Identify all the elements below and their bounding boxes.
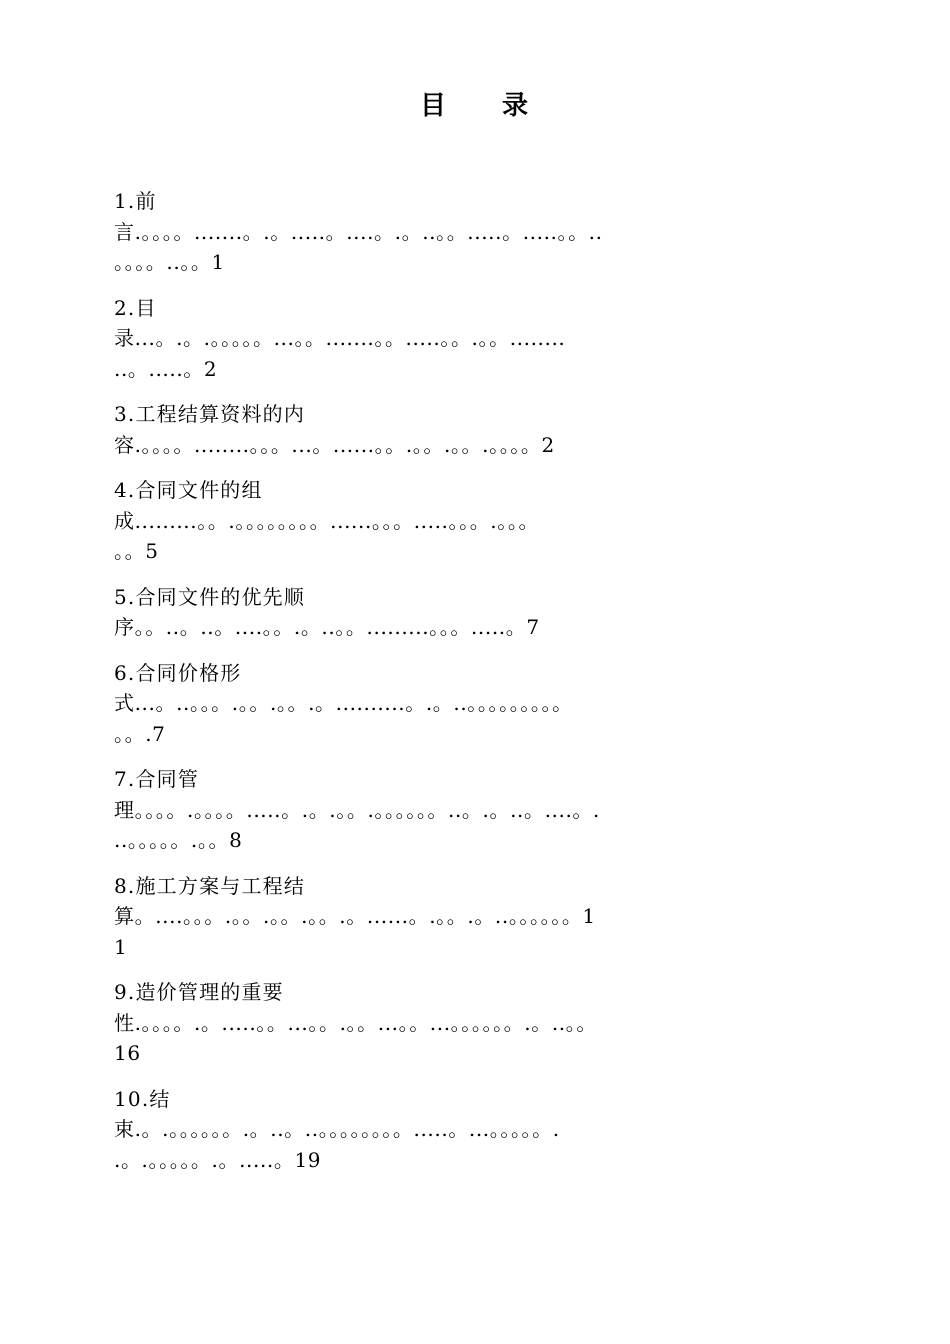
toc-entry-label: 7.合同管 [114, 767, 200, 791]
toc-entry [114, 293, 854, 385]
toc-entry-label: 6.合同价格形 [114, 660, 242, 685]
toc-entry [114, 399, 854, 460]
toc-entry-leader: 录...。.。.。。。。。...。。.......。。.....。。.。。........ [114, 326, 566, 350]
toc-entry-label: 8.施工方案与工程结 [114, 873, 306, 898]
toc-entry-leader: ..。。。。。.。。8 [114, 828, 243, 852]
toc-entry-label: 10.结 [114, 1086, 171, 1111]
toc-entry [114, 871, 854, 963]
toc-entry [114, 475, 854, 567]
toc-entry-label: 5.合同文件的优先顺 [114, 584, 306, 609]
toc-entry-label: 1.前 [114, 189, 157, 213]
toc-entry-leader: 言.。。。。.......。.。.....。....。.。..。。.....。.....。。.. [114, 219, 603, 244]
toc-entry-leader: .。.。。。。。.。.....。19 [114, 1147, 322, 1172]
toc-entry-leader: 容.。。。。........。。。...。......。。.。。.。。.。。。。2 [114, 432, 555, 457]
toc-entry [114, 977, 854, 1069]
toc-entry-label: 3.工程结算资料的内 [114, 402, 306, 426]
toc-entry [114, 186, 854, 278]
table-of-contents [114, 186, 854, 1190]
toc-entry-leader: 束.。.。。。。。。.。..。..。。。。。。。。.....。...。。。。。. [114, 1117, 560, 1141]
toc-entry-leader: 算。....。。。.。。.。。.。。.。......。.。。.。..。。。。。。1 [114, 904, 596, 928]
toc-entry-label: 4.合同文件的组 [114, 478, 263, 502]
toc-entry-leader: 成.........。。.。。。。。。。。......。。。.....。。。.。。。 [114, 508, 540, 533]
toc-entry [114, 658, 854, 750]
toc-entry-leader: 性.。。。。.。.....。。...。。.。。...。。...。。。。。。.。..。。 [114, 1010, 597, 1035]
toc-entry-label: 9.造价管理的重要 [114, 980, 284, 1004]
toc-entry [114, 1084, 854, 1176]
toc-entry-leader: 1 [114, 934, 128, 959]
toc-entry-label: 2.目 [114, 295, 157, 320]
page-title [0, 88, 950, 124]
toc-entry-leader: 。。.7 [114, 721, 166, 746]
toc-entry-leader: 16 [114, 1041, 141, 1065]
toc-entry-leader: 理。。。。.。。。。.....。.。.。。.。。。。。。..。.。..。....。. [114, 797, 600, 822]
toc-entry [114, 582, 854, 643]
toc-entry-leader: 式...。..。。。.。。.。。.。..........。.。..。。。。。。。。。 [114, 691, 573, 715]
toc-entry-leader: ..。.....。2 [114, 356, 218, 381]
title-char-1: 目 [419, 91, 448, 121]
title-char-2: 录 [502, 91, 531, 121]
toc-entry-leader: 。。。。..。。1 [114, 250, 225, 274]
toc-entry-leader: 序。。..。..。....。。.。..。。.........。。。.....。7 [114, 615, 540, 639]
toc-entry-leader: 。。5 [114, 539, 159, 563]
toc-entry [114, 764, 854, 856]
